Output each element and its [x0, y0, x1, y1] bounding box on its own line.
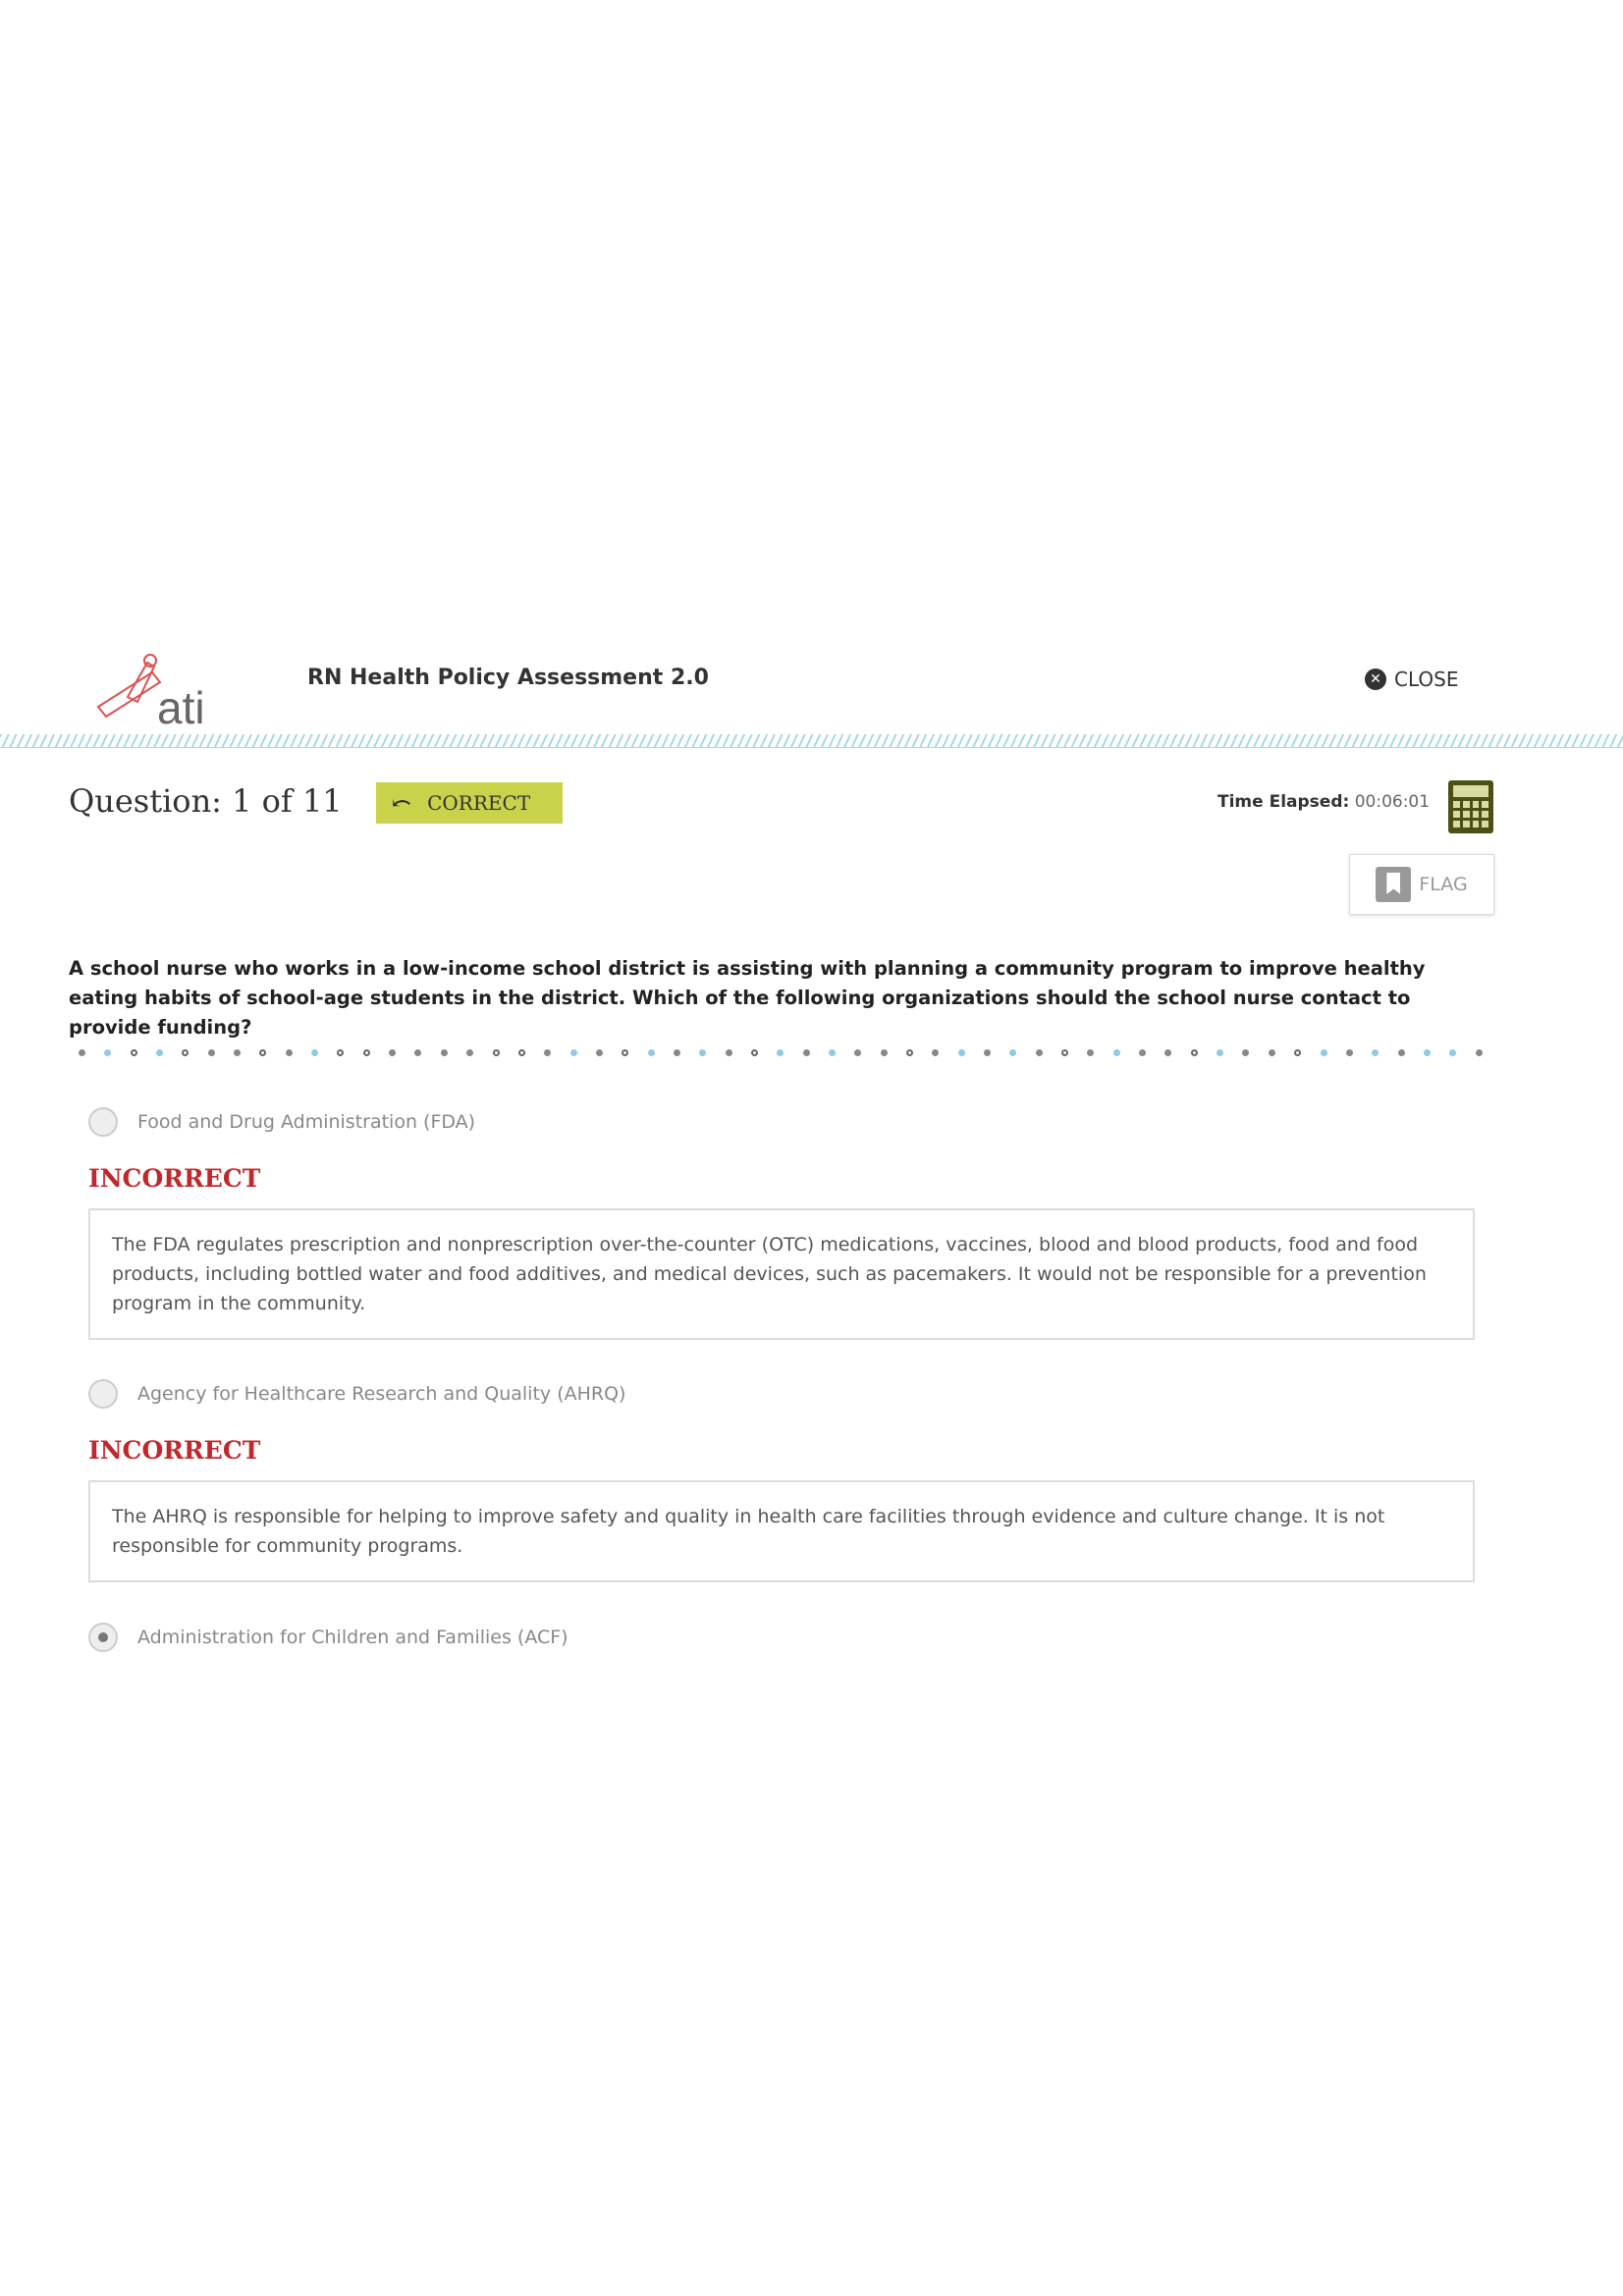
answer-option[interactable] — [88, 1107, 475, 1137]
close-icon: ✕ — [1365, 668, 1386, 690]
dotted-separator — [79, 1049, 1483, 1056]
time-elapsed — [1217, 792, 1430, 812]
flag-button[interactable] — [1349, 854, 1494, 915]
radio-button[interactable] — [88, 1107, 118, 1137]
rationale-box: The FDA regulates prescription and nonprescription over-the-counter (OTC) medications, vaccines, blood and blood products, food and food products, including bottled water and food additives, and medical devices, such as pacemakers. It would not be responsible for a prevention program in the community. — [88, 1208, 1475, 1340]
calculator-icon[interactable] — [1448, 780, 1493, 833]
radio-button-selected[interactable] — [88, 1623, 118, 1652]
time-label: Time Elapsed: — [1217, 792, 1350, 812]
option-label: Agency for Healthcare Research and Quality (AHRQ) — [137, 1383, 626, 1405]
undo-arrow-icon: ⤺ — [392, 789, 412, 817]
rationale-box: The AHRQ is responsible for helping to improve safety and quality in health care facilities through evidence and culture change. It is not responsible for community programs. — [88, 1480, 1475, 1582]
answer-option[interactable] — [88, 1379, 625, 1409]
bookmark-icon — [1376, 867, 1411, 902]
ati-logo — [93, 653, 241, 731]
verdict-label: INCORRECT — [88, 1436, 261, 1465]
answer-option[interactable] — [88, 1623, 568, 1652]
question-bar — [69, 780, 1492, 829]
status-label: CORRECT — [427, 791, 531, 815]
status-badge — [376, 782, 563, 824]
flag-label: FLAG — [1419, 874, 1468, 895]
time-value: 00:06:01 — [1354, 792, 1431, 812]
option-label: Food and Drug Administration (FDA) — [137, 1111, 476, 1133]
question-stem: A school nurse who works in a low-income school district is assisting with planning a community program to improve healthy eating habits of school-age students in the district. Which of the following organizations should the school nurse contact to provide funding? — [69, 957, 1426, 1039]
option-label: Administration for Children and Families (ACF) — [137, 1627, 568, 1648]
radio-button[interactable] — [88, 1379, 118, 1409]
close-button[interactable] — [1365, 667, 1458, 691]
question-counter: Question: 1 of 11 — [69, 782, 343, 820]
app-title: RN Health Policy Assessment 2.0 — [307, 666, 709, 690]
verdict-label: INCORRECT — [88, 1164, 261, 1193]
header-divider — [0, 734, 1623, 748]
svg-text:ati: ati — [157, 682, 205, 731]
app-header — [0, 638, 1623, 746]
close-label: CLOSE — [1394, 667, 1459, 691]
ati-logo-icon — [93, 653, 241, 731]
